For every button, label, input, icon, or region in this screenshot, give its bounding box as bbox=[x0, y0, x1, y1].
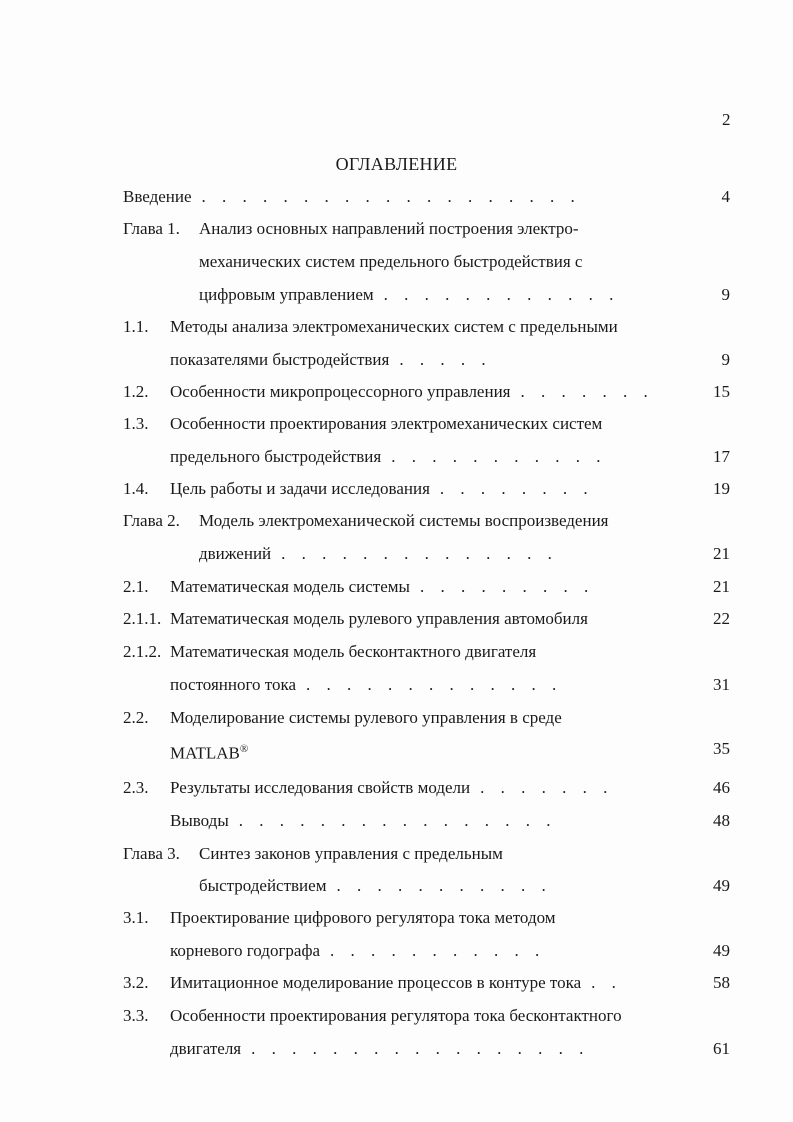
toc-entry-number: 3.1. bbox=[123, 908, 149, 927]
toc-entry-page: 21 bbox=[713, 577, 730, 596]
dot-leader: . . . . . . . . . . . bbox=[391, 447, 607, 466]
toc-entry-number: 3.2. bbox=[123, 973, 149, 992]
toc-entry-text[interactable] bbox=[170, 381, 654, 403]
toc-entry-title-line: Имитационное моделирование процессов в контуре тока bbox=[170, 973, 582, 992]
toc-entry-title-line: Модель электромеханической системы воспроизведения bbox=[199, 511, 609, 530]
toc-entry-page: 48 bbox=[713, 811, 730, 830]
toc-entry-number: 2.1.2. bbox=[123, 642, 162, 661]
toc-entry-text[interactable] bbox=[170, 1005, 622, 1027]
toc-entry-title-line: движений bbox=[199, 544, 272, 563]
toc-entry-text[interactable] bbox=[170, 777, 613, 799]
toc-entry-number: 1.4. bbox=[123, 479, 149, 498]
toc-entry-text[interactable] bbox=[199, 510, 609, 532]
toc-entry-text[interactable] bbox=[170, 641, 536, 663]
toc-entry-text[interactable] bbox=[199, 875, 552, 897]
toc-entry-page: 9 bbox=[721, 285, 730, 304]
toc-entry-text[interactable] bbox=[199, 843, 503, 865]
toc-entry-text[interactable] bbox=[170, 446, 606, 468]
registered-mark: ® bbox=[239, 743, 249, 755]
toc-entry-text[interactable] bbox=[170, 674, 562, 696]
toc-entry-number: 1.2. bbox=[123, 382, 149, 401]
toc-entry-number: 2.2. bbox=[123, 708, 149, 727]
toc-entry-number: 1.3. bbox=[123, 414, 149, 433]
dot-leader: . . . . . . . . . . . . . . . . . . . bbox=[201, 187, 581, 206]
dot-leader: . . . . . . . . . . . . . . . . . bbox=[251, 1039, 590, 1058]
toc-entry-number: 1.1. bbox=[123, 317, 149, 336]
dot-leader: . . . . . . . . . . . bbox=[336, 876, 552, 895]
dot-leader: . . . . . . . bbox=[520, 382, 654, 401]
toc-entry-title-line: Математическая модель рулевого управления автомобиля bbox=[170, 609, 588, 628]
dot-leader: . . . . . . . . . . . . . . bbox=[281, 544, 558, 563]
toc-entry-page: 19 bbox=[713, 479, 730, 498]
toc-entry-title-line: Цель работы и задачи исследования bbox=[170, 479, 430, 498]
toc-entry-text[interactable] bbox=[170, 316, 618, 338]
dot-leader: . . . . . . . . . . . bbox=[330, 941, 546, 960]
toc-entry-text[interactable] bbox=[199, 251, 582, 273]
toc-entry-text[interactable] bbox=[170, 738, 248, 765]
toc-entry-page: 61 bbox=[713, 1039, 730, 1058]
toc-entry-text[interactable] bbox=[199, 218, 579, 240]
toc-entry-title-line: Проектирование цифрового регулятора тока методом bbox=[170, 908, 556, 927]
toc-entry-title-line: Выводы bbox=[170, 811, 229, 830]
toc-entry-title-line: цифровым управлением bbox=[199, 285, 374, 304]
toc-entry-title-line: корневого годографа bbox=[170, 941, 321, 960]
toc-entry-title-line: Введение bbox=[123, 187, 192, 206]
toc-entry-title-line: Особенности проектирования регулятора тока бесконтактного bbox=[170, 1006, 622, 1025]
toc-entry-page: 21 bbox=[713, 544, 730, 563]
toc-entry-number: Глава 2. bbox=[123, 511, 180, 530]
toc-entry-title-line: предельного быстродействия bbox=[170, 447, 382, 466]
toc-entry-page: 22 bbox=[713, 609, 730, 628]
toc-entry-page: 9 bbox=[721, 350, 730, 369]
toc-entry-text[interactable] bbox=[170, 707, 562, 729]
toc-entry-title-line: Результаты исследования свойств модели bbox=[170, 778, 471, 797]
dot-leader: . . . . . bbox=[399, 350, 492, 369]
toc-entry-title-line: Математическая модель бесконтактного двигателя bbox=[170, 642, 537, 661]
toc-entry-title-line: MATLAB bbox=[170, 743, 240, 763]
toc-entry-page: 58 bbox=[713, 973, 730, 992]
toc-entry-number: 3.3. bbox=[123, 1006, 149, 1025]
page-number: 2 bbox=[722, 110, 731, 129]
toc-entry-title-line: Моделирование системы рулевого управления в среде bbox=[170, 708, 562, 727]
toc-entry-text[interactable] bbox=[170, 972, 622, 994]
toc-entry-page: 31 bbox=[713, 675, 730, 694]
toc-entry-title-line: механических систем предельного быстродействия с bbox=[199, 252, 583, 271]
toc-entry-number: 2.3. bbox=[123, 778, 149, 797]
toc-entry-text[interactable] bbox=[170, 608, 588, 630]
toc-entry-text[interactable] bbox=[170, 810, 557, 832]
toc-entry-page: 35 bbox=[713, 739, 730, 758]
toc-entry-text[interactable] bbox=[170, 478, 594, 500]
toc-entry-title-line: двигателя bbox=[170, 1039, 242, 1058]
toc-entry-page: 15 bbox=[713, 382, 730, 401]
toc-entry-title-line: Особенности проектирования электромеханических систем bbox=[170, 414, 603, 433]
toc-entry-title-line: Особенности микропроцессорного управления bbox=[170, 382, 511, 401]
toc-entry-page: 49 bbox=[713, 941, 730, 960]
toc-entry-text[interactable] bbox=[170, 940, 545, 962]
toc-entry-title-line: Анализ основных направлений построения электро- bbox=[199, 219, 579, 238]
dot-leader: . . . . . . . . . bbox=[419, 577, 595, 596]
toc-entry-text[interactable] bbox=[170, 413, 602, 435]
toc-entry-title-line: постоянного тока bbox=[170, 675, 297, 694]
toc-entry-text[interactable] bbox=[123, 186, 581, 208]
toc-entry-page: 46 bbox=[713, 778, 730, 797]
toc-entry-page: 4 bbox=[721, 187, 730, 206]
toc-entry-text[interactable] bbox=[170, 349, 492, 371]
dot-leader: . . . . . . . . . . . . bbox=[383, 285, 620, 304]
toc-entry-text[interactable] bbox=[199, 543, 558, 565]
toc-entry-title-line: Методы анализа электромеханических систем с предельными bbox=[170, 317, 618, 336]
toc-entry-title-line: Синтез законов управления с предельным bbox=[199, 844, 503, 863]
toc-entry-title-line: быстродействием bbox=[199, 876, 327, 895]
toc-entry-text[interactable] bbox=[199, 284, 619, 306]
toc-entry-text[interactable] bbox=[170, 907, 556, 929]
toc-entry-number: 2.1.1. bbox=[123, 609, 162, 628]
toc-entry-number: Глава 1. bbox=[123, 219, 180, 238]
toc-entry-title-line: Математическая модель системы bbox=[170, 577, 410, 596]
toc-title: ОГЛАВЛЕНИЕ bbox=[335, 154, 458, 174]
dot-leader: . . . . . . . . . . . . . bbox=[306, 675, 563, 694]
toc-entry-title-line: показателями быстродействия bbox=[170, 350, 390, 369]
dot-leader: . . . . . . . . . . . . . . . . bbox=[238, 811, 557, 830]
dot-leader: . . bbox=[591, 973, 622, 992]
toc-entry-number: 2.1. bbox=[123, 577, 149, 596]
toc-entry-page: 17 bbox=[713, 447, 730, 466]
toc-entry-text[interactable] bbox=[170, 1038, 589, 1060]
dot-leader: . . . . . . . bbox=[480, 778, 614, 797]
toc-entry-page: 49 bbox=[713, 876, 730, 895]
toc-entry-number: Глава 3. bbox=[123, 844, 180, 863]
toc-entry-text[interactable] bbox=[170, 576, 594, 598]
dot-leader: . . . . . . . . bbox=[439, 479, 594, 498]
